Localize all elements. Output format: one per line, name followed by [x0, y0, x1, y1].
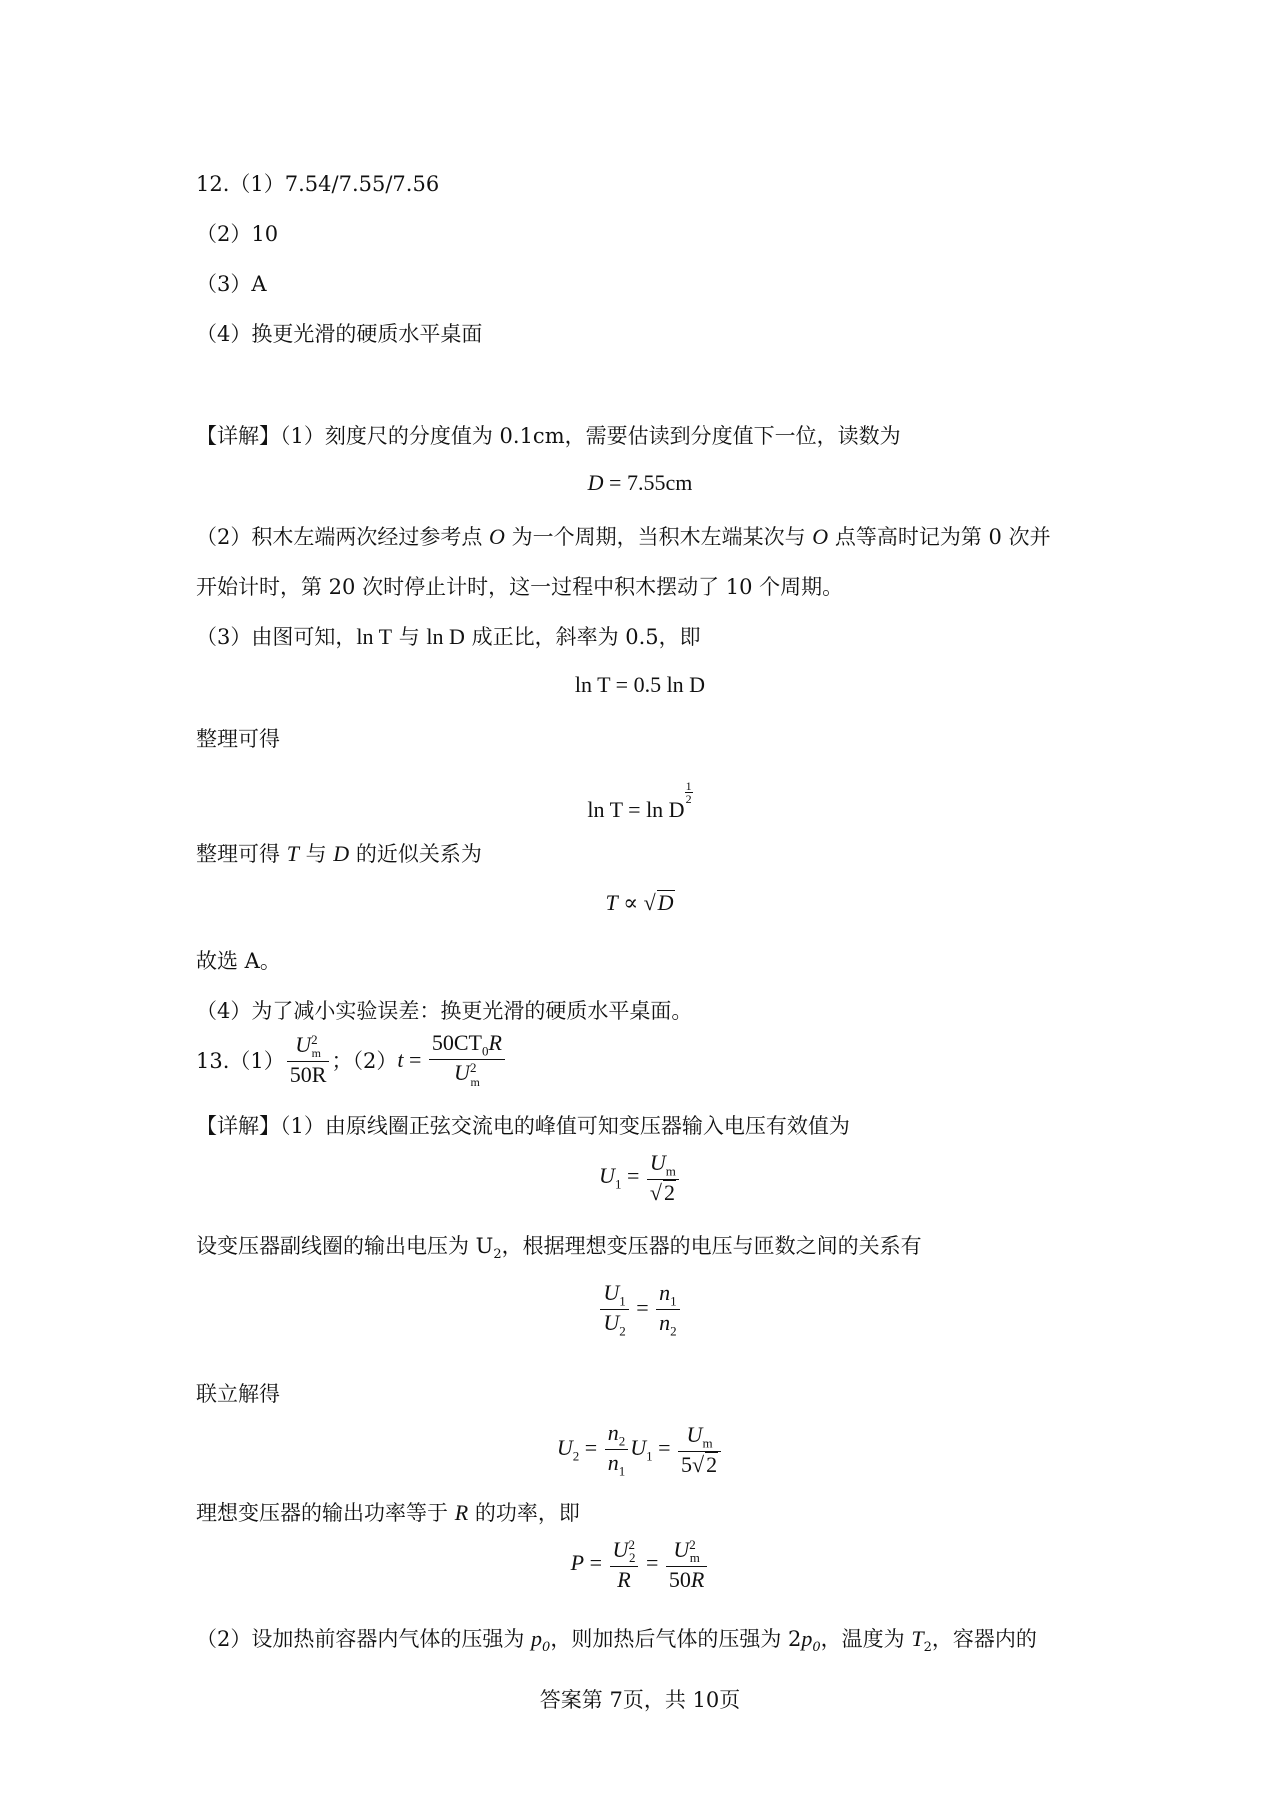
detail-label: 【详解】 — [196, 424, 280, 448]
q12-answer-1: 12.（1）7.54/7.55/7.56 — [196, 172, 440, 196]
q12-detail-p4: （4）为了减小实验误差：换更光滑的硬质水平桌面。 — [196, 999, 693, 1023]
q12-detail-p1: 【详解】（1）刻度尺的分度值为 0.1cm，需要估读到分度值下一位，读数为 — [196, 424, 901, 448]
equation-power: P = $\frac{U^2_2}{R}$ = $\frac{U^2_m}{50R}$ — [0, 1537, 1280, 1593]
q12-answer-3: （3）A — [196, 272, 267, 296]
q12-detail-p2: （2）积木左端两次经过参考点 O 为一个周期，当积木左端某次与 O 点等高时记为第 0 次并 — [196, 524, 1051, 549]
q12-relation: 整理可得 T 与 D 的近似关系为 — [196, 841, 482, 866]
q12-zhengli-1: 整理可得 — [196, 727, 280, 751]
q13-detail-p2: 设变压器副线圈的输出电压为 $U_2$，根据理想变压器的电压与匝数之间的关系有 — [196, 1234, 922, 1263]
equation-ln-2: ln T = ln D $\frac{1}{2}$ — [587, 779, 692, 822]
q13-lianli: 联立解得 — [196, 1382, 280, 1406]
answer-1-fraction: $\frac{U^2_m}{50R}$ — [287, 1032, 330, 1087]
q12-choose: 故选 A。 — [196, 949, 281, 973]
q13-detail-p4: （2）设加热前容器内气体的压强为 $p_0$，则加热后气体的压强为 $2p_0$，温度为 $T_2$，容器内的 — [196, 1626, 1037, 1656]
answer-2-fraction: $\frac{50CT_0R}{U^2_m}$ — [429, 1030, 505, 1090]
q13-detail-p1: 【详解】（1）由原线圈正弦交流电的峰值可知变压器输入电压有效值为 — [196, 1114, 850, 1138]
q12-answer-4: （4）换更光滑的硬质水平桌面 — [196, 322, 483, 346]
q12-detail-p2-cont: 开始计时，第 20 次时停止计时，这一过程中积木摆动了 10 个周期。 — [196, 575, 844, 599]
page-footer: 答案第 7页，共 10页 — [539, 1688, 741, 1712]
equation-u2: $U_2$ = $\frac{n_2}{n_1}$ $U_1$ = $\frac{U_m}{5√2}$ — [0, 1420, 1280, 1480]
equation-d: D = 7.55cm — [587, 470, 693, 495]
q12-answer-2: （2）10 — [196, 222, 279, 246]
equation-ratio: $\frac{U_1}{U_2}$ = $\frac{n_1}{n_2}$ — [0, 1280, 1280, 1340]
q13-answers: 13.（1） $\frac{U^2_m}{50R}$ ；（2）t = $\frac{50CT_0R}{U^2_m}$ — [196, 1030, 507, 1090]
q12-detail-p3: （3）由图可知，ln T 与 ln D 成正比，斜率为 0.5，即 — [196, 624, 701, 649]
equation-ln-1: ln T = 0.5 ln D — [574, 672, 706, 697]
equation-prop: T ∝ √D — [605, 890, 674, 915]
equation-u1: $U_1$ = $\frac{U_m}{√2}$ — [0, 1150, 1280, 1206]
q13-detail-p3: 理想变压器的输出功率等于 R 的功率，即 — [196, 1500, 580, 1525]
